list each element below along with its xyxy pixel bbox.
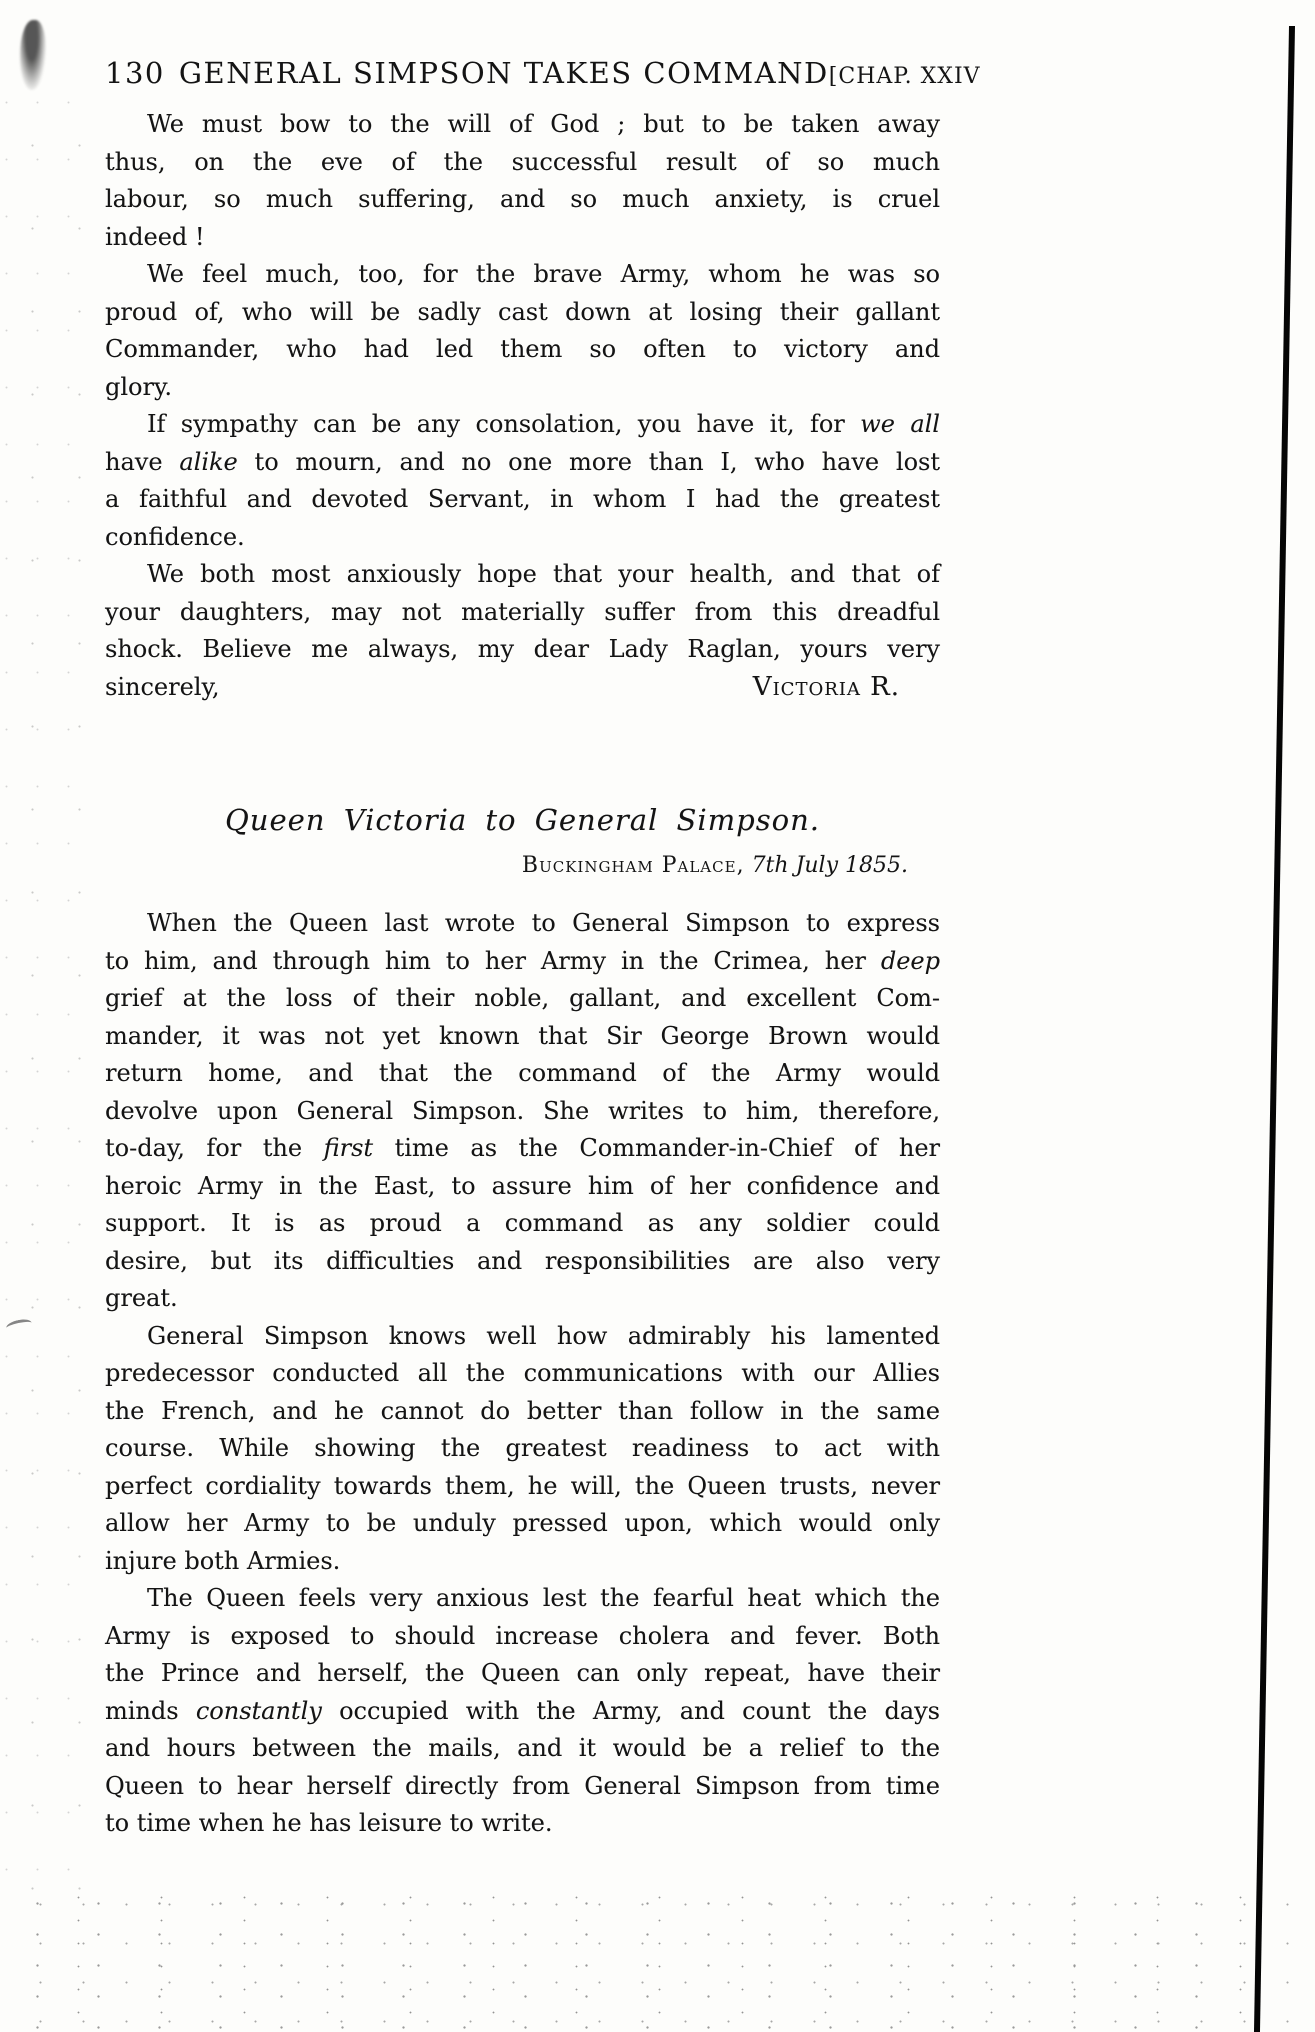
text-block	[105, 56, 981, 1843]
text-line: to him, and through him to her Army in the Crimea, her deep	[105, 946, 940, 975]
header-left	[105, 56, 829, 90]
running-header	[105, 56, 981, 90]
text-line: the Prince and herself, the Queen can only repeat, have their	[105, 1659, 940, 1687]
text-line: your daughters, may not materially suffer from this dreadful	[105, 597, 940, 626]
text-line: General Simpson knows well how admirably his lamented	[147, 1321, 940, 1350]
chapter-ref: [CHAP. XXIV	[828, 64, 981, 89]
text-line: to time when he has leisure to write.	[105, 1809, 553, 1837]
text-line: predecessor conducted all the communications with our Allies	[105, 1359, 940, 1387]
scan-ink-smudge	[20, 20, 46, 90]
text-line: minds constantly occupied with the Army, and count the days	[105, 1696, 940, 1725]
paragraph	[105, 556, 940, 669]
text-line: desire, but its difficulties and responsibilities are also very	[105, 1246, 940, 1275]
dateline	[105, 851, 940, 881]
text-line: allow her Army to be unduly pressed upon, which would only	[105, 1509, 940, 1537]
text-line: shock. Believe me always, my dear Lady Raglan, yours very	[105, 635, 940, 663]
text-line: injure both Armies.	[105, 1546, 341, 1575]
page-number: 130	[105, 56, 165, 90]
text-line: a faithful and devoted Servant, in whom I had the greatest	[105, 485, 940, 513]
text-line: return home, and that the command of the Army would	[105, 1059, 940, 1087]
paragraph	[105, 406, 940, 556]
text-line: labour, so much suffering, and so much anxiety, is cruel	[105, 185, 940, 213]
page-gutter-line	[1254, 26, 1295, 2032]
signature: Victoria R.	[752, 671, 900, 702]
text-line: course. While showing the greatest readiness to act with	[105, 1434, 940, 1462]
letter-to-general-simpson	[105, 905, 940, 1843]
paragraph	[105, 1580, 940, 1843]
text-line: proud of, who will be sadly cast down at losing their gallant	[105, 297, 940, 326]
text-line: great.	[105, 1284, 178, 1312]
text-line: support. It is as proud a command as any soldier could	[105, 1209, 940, 1237]
paragraph	[105, 106, 940, 256]
text-line: If sympathy can be any consolation, you have it, for we all	[147, 410, 940, 438]
letter-signoff-row	[105, 669, 940, 707]
text-line: mander, it was not yet known that Sir George Brown would	[105, 1021, 940, 1050]
section-heading: Queen Victoria to General Simpson.	[225, 803, 820, 837]
text-line: Commander, who had led them so often to victory and	[105, 335, 940, 363]
text-line: heroic Army in the East, to assure him of her confidence and	[105, 1171, 940, 1200]
text-line: perfect cordiality towards them, he will, the Queen trusts, never	[105, 1471, 940, 1500]
dateline-date: 7th July 1855.	[751, 853, 908, 878]
text-line: grief at the loss of their noble, gallant, and excellent Com-	[105, 984, 940, 1012]
dateline-place: Buckingham Palace,	[521, 853, 745, 878]
text-line: When the Queen last wrote to General Simpson to express	[147, 909, 940, 937]
paragraph	[105, 1318, 940, 1581]
text-line: Queen to hear herself directly from General Simpson from time	[105, 1771, 940, 1800]
text-line: We must bow to the will of God ; but to be taken away	[147, 110, 940, 138]
text-line: Army is exposed to should increase cholera and fever. Both	[105, 1621, 940, 1650]
text-line: have alike to mourn, and no one more than I, who have lost	[105, 447, 940, 476]
text-line: We both most anxiously hope that your health, and that of	[147, 560, 940, 588]
text-line: The Queen feels very anxious lest the fearful heat which the	[147, 1584, 940, 1612]
running-title: GENERAL SIMPSON TAKES COMMAND	[178, 56, 829, 90]
text-line: indeed !	[105, 222, 205, 251]
scan-bottom-speckles	[0, 1890, 1315, 2032]
scan-margin-noise	[0, 90, 95, 1890]
text-line: devolve upon General Simpson. She writes to him, therefore,	[105, 1096, 940, 1125]
letter-to-lady-raglan	[105, 106, 940, 669]
text-line: to-day, for the first time as the Commander-in-Chief of her	[105, 1134, 940, 1162]
text-line: and hours between the mails, and it would be a relief to the	[105, 1734, 940, 1762]
text-line: glory.	[105, 372, 172, 401]
text-line: thus, on the eve of the successful result of so much	[105, 147, 940, 176]
text-line: the French, and he cannot do better than follow in the same	[105, 1396, 940, 1425]
paragraph	[105, 256, 940, 406]
text-line: confidence.	[105, 522, 245, 551]
paragraph	[105, 905, 940, 1318]
text-line: We feel much, too, for the brave Army, whom he was so	[147, 260, 940, 288]
signoff-word: sincerely,	[105, 672, 220, 701]
